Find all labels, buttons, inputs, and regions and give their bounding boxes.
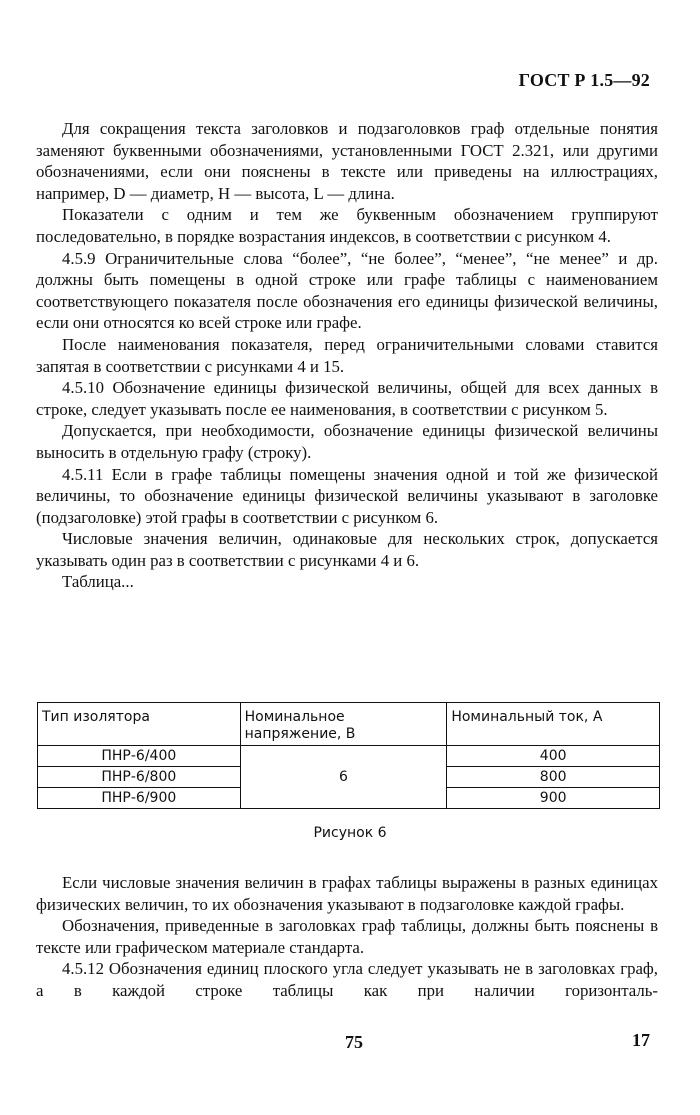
figure-6-table bbox=[37, 702, 660, 809]
figure-caption: Рисунок 6 bbox=[313, 825, 387, 841]
cell-insulator-type: ПНР-6/400 bbox=[38, 746, 241, 767]
table-row bbox=[38, 746, 660, 767]
cell-current: 900 bbox=[447, 788, 660, 809]
header-nominal-current: Номинальный ток, А bbox=[447, 703, 660, 746]
cell-insulator-type: ПНР-6/900 bbox=[38, 788, 241, 809]
paragraph: После наименования показателя, перед ограничительными словами ставится запятая в соответствии с рисунками 4 и 15. bbox=[36, 334, 658, 376]
paragraph: Показатели с одним и тем же буквенным обозначением группируют последовательно, в порядке возрастания индексов, в соответствии с рисунком 4. bbox=[36, 205, 658, 246]
main-text-top bbox=[36, 118, 658, 593]
main-text-bottom bbox=[36, 872, 658, 1002]
paragraph: Если числовые значения величин в графах таблицы выражены в разных единицах физических величин, то их обозначения указывают в подзаголовке каждой графы. bbox=[36, 873, 658, 914]
paragraph: 4.5.10 Обозначение единицы физической величины, общей для всех данных в строке, следует указывать после ее наименования, в соответствии с рисунком 5. bbox=[36, 378, 658, 419]
header-insulator-type: Тип изолятора bbox=[38, 703, 241, 746]
document-header: ГОСТ Р 1.5—92 bbox=[518, 70, 650, 90]
paragraph: Допускается, при необходимости, обозначение единицы физической величины выносить в отдельную графу (строку). bbox=[36, 421, 658, 462]
paragraph: 4.5.11 Если в графе таблицы помещены значения одной и той же физической величины, то обозначение единицы физической величины указывают в заголовке (подзаголовке) этой графы в соответствии с рисунком 6. bbox=[36, 464, 658, 527]
cell-insulator-type: ПНР-6/800 bbox=[38, 767, 241, 788]
paragraph: Числовые значения величин, одинаковые для нескольких строк, допускается указывать один раз в соответствии с рисунками 4 и 6. bbox=[36, 529, 658, 570]
cell-current: 400 bbox=[447, 746, 660, 767]
cell-voltage-merged: 6 bbox=[240, 746, 447, 809]
paragraph: Для сокращения текста заголовков и подзаголовков граф отдельные понятия заменяют буквенными обозначениями, установленными ГОСТ 2.321, или другими обозначениями, если они пояснены в тексте или приведены на иллюстрациях, например, D — диаметр, H — высота, L — длина. bbox=[36, 119, 658, 203]
paragraph-table-label: Таблица... bbox=[62, 572, 134, 592]
page-number-right: 17 bbox=[632, 1030, 650, 1050]
table-header-row bbox=[38, 703, 660, 746]
cell-current: 800 bbox=[447, 767, 660, 788]
header-nominal-voltage: Номинальное напряжение, В bbox=[240, 703, 447, 746]
paragraph: 4.5.12 Обозначения единиц плоского угла следует указывать не в заголовках граф, а в каждой строке таблицы как при наличии горизонталь- bbox=[36, 959, 658, 1000]
page-number-center: 75 bbox=[345, 1032, 363, 1052]
paragraph: Обозначения, приведенные в заголовках граф таблицы, должны быть пояснены в тексте или графическом материале стандарта. bbox=[36, 916, 658, 957]
paragraph: 4.5.9 Ограничительные слова “более”, “не более”, “менее”, “не менее” и др. должны быть помещены в одной строке или графе таблицы с наименованием соответствующего показателя после обозначения его единицы физической величины, если они относятся ко всей строке или графе. bbox=[36, 248, 658, 333]
